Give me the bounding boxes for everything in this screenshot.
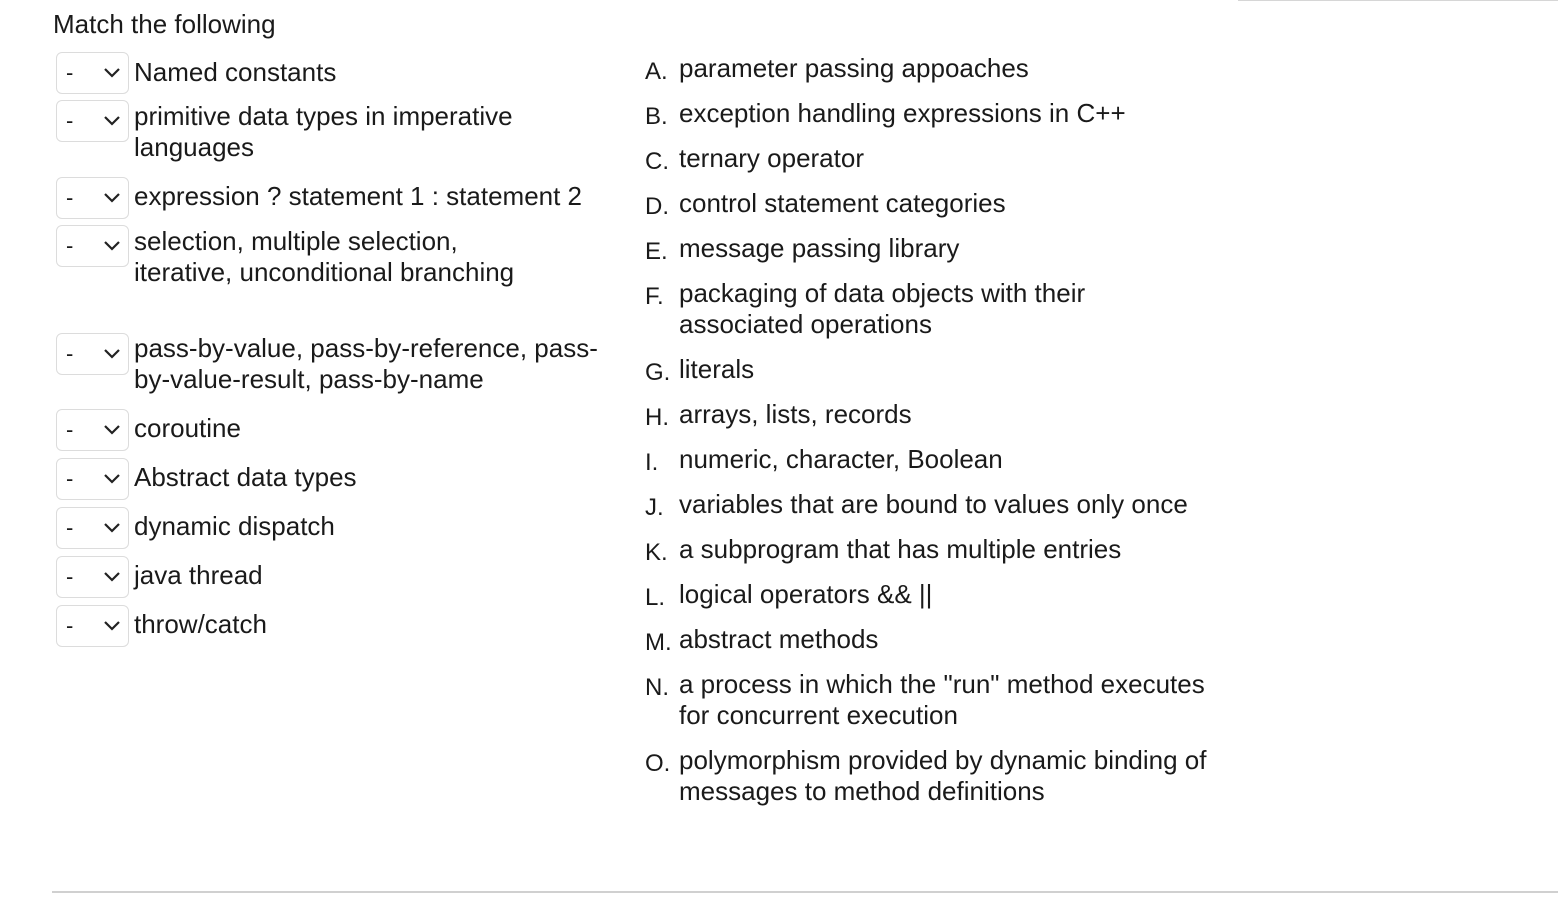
match-dropdown[interactable] xyxy=(56,100,129,142)
prompt-text: coroutine xyxy=(134,413,241,443)
match-dropdown[interactable] xyxy=(56,333,129,375)
match-dropdown[interactable] xyxy=(56,556,129,598)
prompt-text: pass-by-value, pass-by-reference, pass-by-value-result, pass-by-name xyxy=(134,333,598,394)
dropdown-value: - xyxy=(66,466,74,491)
match-dropdown[interactable] xyxy=(56,507,129,549)
prompt-row xyxy=(56,333,614,395)
answer-option xyxy=(645,534,1234,568)
match-dropdown[interactable] xyxy=(56,225,129,267)
answer-option xyxy=(645,669,1224,731)
top-divider xyxy=(1238,0,1558,1)
dropdown-value: - xyxy=(66,417,74,442)
dropdown-value: - xyxy=(66,564,74,589)
dropdown-value: - xyxy=(66,515,74,540)
chevron-down-icon xyxy=(102,569,122,583)
answer-text: message passing library xyxy=(679,233,960,263)
prompt-row xyxy=(56,605,614,647)
prompt-text: dynamic dispatch xyxy=(134,511,335,541)
prompt-row xyxy=(56,556,614,598)
chevron-down-icon xyxy=(102,471,122,485)
answer-letter: O. xyxy=(645,750,671,777)
answer-text: polymorphism provided by dynamic binding of messages to method definitions xyxy=(679,745,1207,806)
prompt-text: Abstract data types xyxy=(134,462,357,492)
answer-letter: I. xyxy=(645,449,659,476)
answer-letter: L. xyxy=(645,584,666,611)
answer-text: a process in which the "run" method executes for concurrent execution xyxy=(679,669,1205,730)
answer-option xyxy=(645,399,1234,433)
prompt-row xyxy=(56,52,614,94)
answer-letter: G. xyxy=(645,359,671,386)
answer-option xyxy=(645,745,1229,807)
chevron-down-icon xyxy=(102,238,122,252)
chevron-down-icon xyxy=(102,65,122,79)
answer-option xyxy=(645,444,1234,478)
answer-letter: B. xyxy=(645,103,668,130)
match-dropdown[interactable] xyxy=(56,52,129,94)
answer-text: a subprogram that has multiple entries xyxy=(679,534,1122,564)
dropdown-value: - xyxy=(66,233,74,258)
prompt-text: throw/catch xyxy=(134,609,267,639)
question-title: Match the following xyxy=(53,9,276,39)
dropdown-value: - xyxy=(66,185,74,210)
prompt-row xyxy=(56,100,554,163)
answer-letter: D. xyxy=(645,193,669,220)
answer-option xyxy=(645,143,1234,177)
chevron-down-icon xyxy=(102,113,122,127)
answer-text: numeric, character, Boolean xyxy=(679,444,1003,474)
answer-text: ternary operator xyxy=(679,143,864,173)
answer-letter: K. xyxy=(645,539,668,566)
prompt-row xyxy=(56,458,614,500)
answer-letter: N. xyxy=(645,674,669,701)
answer-option xyxy=(645,53,1234,87)
prompt-row xyxy=(56,507,614,549)
answer-option xyxy=(645,354,1234,388)
prompt-text: Named constants xyxy=(134,57,337,87)
match-dropdown[interactable] xyxy=(56,458,129,500)
answer-option xyxy=(645,188,1234,222)
answer-text: variables that are bound to values only once xyxy=(679,489,1188,519)
prompt-row xyxy=(56,225,534,288)
prompt-text: primitive data types in imperative languages xyxy=(134,101,513,162)
answer-option xyxy=(645,579,1234,613)
answer-letter: H. xyxy=(645,404,669,431)
dropdown-value: - xyxy=(66,60,74,85)
answer-text: abstract methods xyxy=(679,624,879,654)
answer-text: parameter passing appoaches xyxy=(679,53,1029,83)
answer-text: control statement categories xyxy=(679,188,1006,218)
answer-letter: F. xyxy=(645,283,664,310)
match-dropdown[interactable] xyxy=(56,177,129,219)
prompt-text: selection, multiple selection, iterative, unconditional branching xyxy=(134,226,515,287)
answer-letter: M. xyxy=(645,629,672,656)
dropdown-value: - xyxy=(66,341,74,366)
answer-option xyxy=(645,489,1234,523)
answer-text: literals xyxy=(679,354,755,384)
prompt-text: java thread xyxy=(134,560,263,590)
answer-option xyxy=(645,98,1234,132)
chevron-down-icon xyxy=(102,520,122,534)
prompt-text: expression ? statement 1 : statement 2 xyxy=(134,181,583,211)
bottom-divider xyxy=(52,891,1558,893)
chevron-down-icon xyxy=(102,346,122,360)
chevron-down-icon xyxy=(102,618,122,632)
answer-text: packaging of data objects with their associated operations xyxy=(679,278,1086,339)
answer-letter: A. xyxy=(645,58,668,85)
answer-letter: C. xyxy=(645,148,669,175)
match-dropdown[interactable] xyxy=(56,605,129,647)
prompt-row xyxy=(56,409,614,451)
answer-option xyxy=(645,278,1119,340)
answer-text: exception handling expressions in C++ xyxy=(679,98,1126,128)
answer-letter: J. xyxy=(645,494,664,521)
answer-option xyxy=(645,233,1234,267)
answer-text: logical operators && || xyxy=(679,579,933,609)
prompt-row xyxy=(56,177,624,219)
chevron-down-icon xyxy=(102,190,122,204)
answer-text: arrays, lists, records xyxy=(679,399,912,429)
match-dropdown[interactable] xyxy=(56,409,129,451)
chevron-down-icon xyxy=(102,422,122,436)
answer-letter: E. xyxy=(645,238,668,265)
dropdown-value: - xyxy=(66,613,74,638)
dropdown-value: - xyxy=(66,108,74,133)
answer-option xyxy=(645,624,1234,658)
